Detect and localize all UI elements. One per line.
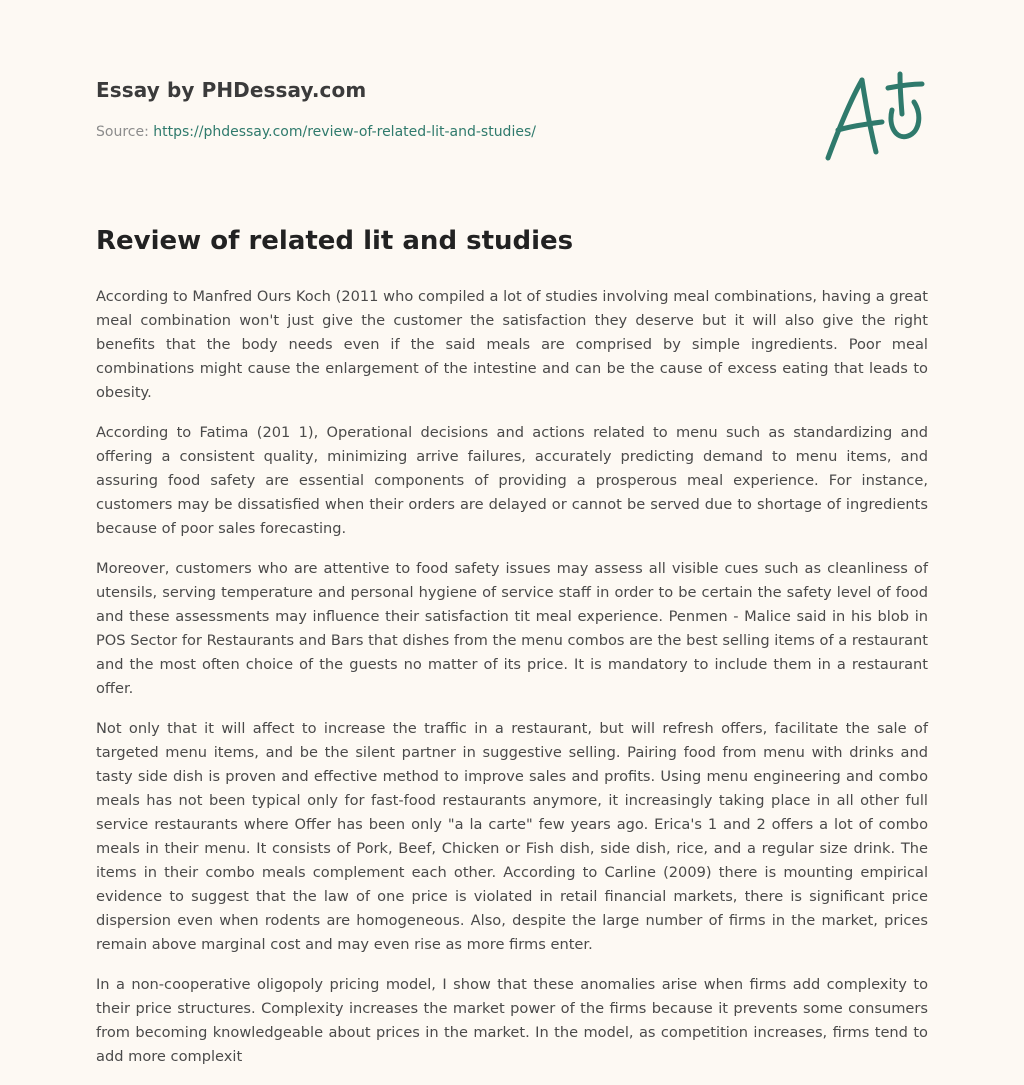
source-label: Source: [96, 124, 149, 140]
source-line [96, 124, 536, 140]
essay-title: Review of related lit and studies [96, 226, 574, 256]
essay-paragraph: Not only that it will affect to increase the traffic in a restaurant, but will refresh offers, facilitate the sale of targeted menu items, and be the silent partner in suggestive selling. Pairing food from menu with drinks and tasty side dish is proven and effective method to improve sales and profits. Using menu engineering and combo meals has not been typical only for fast-food restaurants anymore, it increasingly taking place in all other full service restaurants where Offer has been only "a la carte" few years ago. Erica's 1 and 2 offers a lot of combo meals in their menu. It consists of Pork, Beef, Chicken or Fish dish, side dish, rice, and a regular size drink. The items in their combo meals complement each other. According to Carline (2009) there is mounting empirical evidence to suggest that the law of one price is violated in retail financial markets, there is significant price dispersion even when rodents are homogeneous. Also, despite the large number of firms in the market, prices remain above marginal cost and may even rise as more firms enter. [96, 720, 928, 953]
site-title: Essay by PHDessay.com [96, 78, 367, 102]
essay-body [96, 285, 928, 1085]
source-link[interactable]: https://phdessay.com/review-of-related-lit-and-studies/ [153, 124, 536, 140]
a-plus-grade-icon [818, 66, 930, 166]
essay-paragraph: In a non-cooperative oligopoly pricing model, I show that these anomalies arise when firms add complexity to their price structures. Complexity increases the market power of the firms because it prevents some consumers from becoming knowledgeable about prices in the market. In the model, as competition increases, firms tend to add more complexit [96, 976, 928, 1065]
essay-paragraph: According to Fatima (201 1), Operational decisions and actions related to menu such as standardizing and offering a consistent quality, minimizing arrive failures, accurately predicting demand to menu items, and assuring food safety are essential components of providing a prosperous meal experience. For instance, customers may be dissatisfied when their orders are delayed or cannot be served due to shortage of ingredients because of poor sales forecasting. [96, 424, 928, 537]
essay-paragraph: Moreover, customers who are attentive to food safety issues may assess all visible cues such as cleanliness of utensils, serving temperature and personal hygiene of service staff in order to be certain the safety level of food and these assessments may influence their satisfaction tit meal experience. Penmen - Malice said in his blob in POS Sector for Restaurants and Bars that dishes from the menu combos are the best selling items of a restaurant and the most often choice of the guests no matter of its price. It is mandatory to include them in a restaurant offer. [96, 560, 928, 697]
essay-paragraph: According to Manfred Ours Koch (2011 who compiled a lot of studies involving meal combinations, having a great meal combination won't just give the customer the satisfaction they deserve but it will also give the right benefits that the body needs even if the said meals are comprised by simple ingredients. Poor meal combinations might cause the enlargement of the intestine and can be the cause of excess eating that leads to obesity. [96, 288, 928, 401]
